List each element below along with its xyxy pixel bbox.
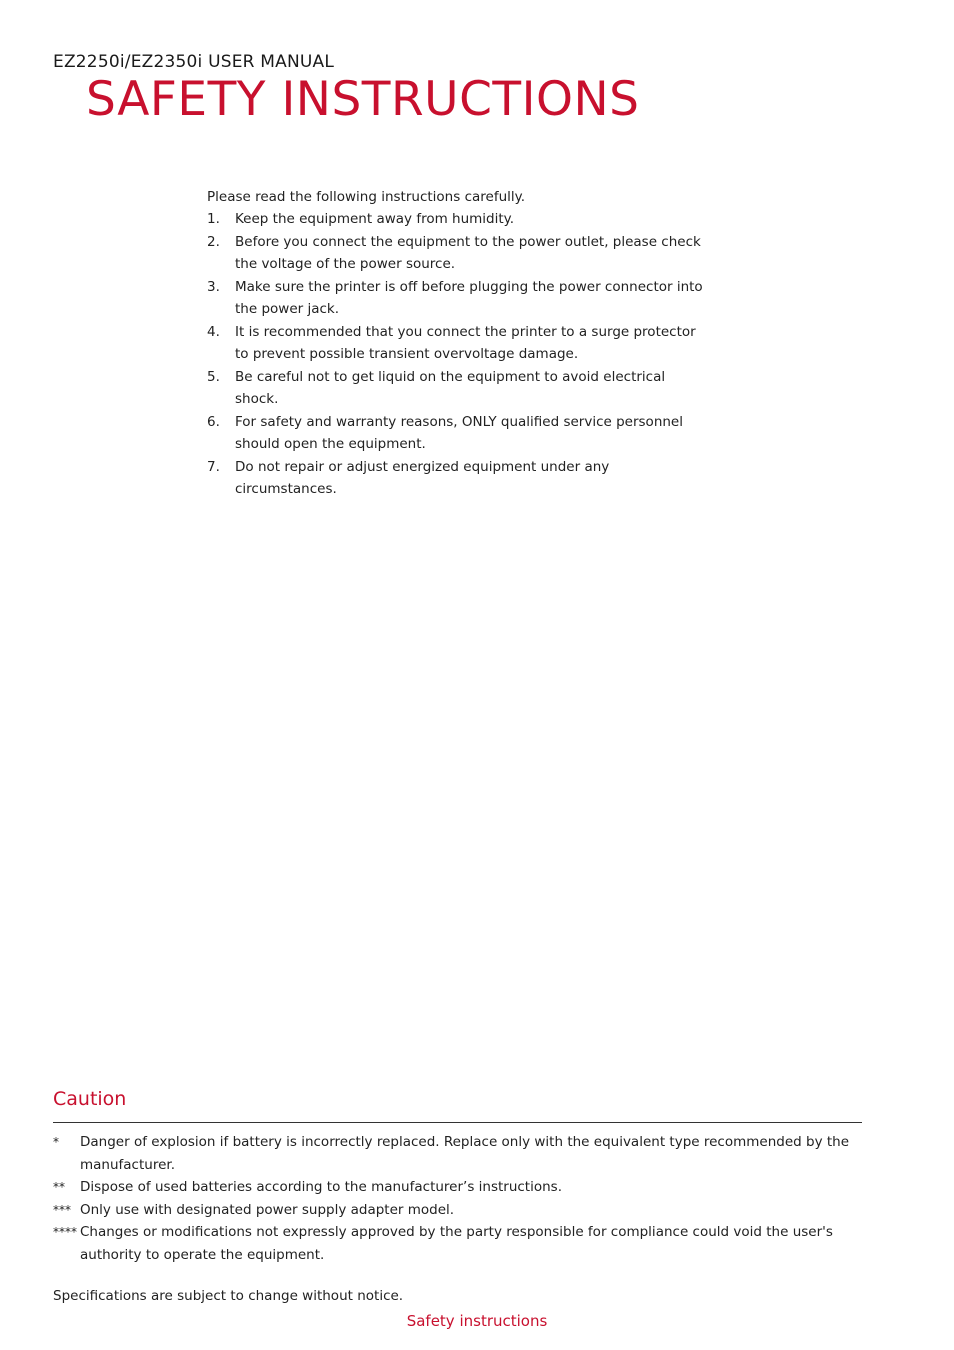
intro-text: Please read the following instructions carefully. [207,189,525,205]
list-item [207,411,707,456]
item-number: 7. [207,458,220,475]
item-number: 2. [207,233,220,250]
item-text: Before you connect the equipment to the power outlet, please check the voltage of the power source. [235,233,701,272]
note-text: Changes or modifications not expressly approved by the party responsible for compliance could void the user's authority to operate the equipment. [80,1224,833,1263]
caution-heading: Caution [53,1088,127,1110]
caution-note [53,1176,865,1199]
item-number: 5. [207,368,220,385]
item-text: Do not repair or adjust energized equipment under any circumstances. [235,458,610,497]
note-marker: ** [53,1180,65,1194]
note-marker: **** [53,1225,77,1239]
list-item [207,276,707,321]
note-marker: *** [53,1202,71,1217]
item-number: 3. [207,278,220,295]
caution-note [53,1199,865,1222]
caution-divider [53,1122,862,1123]
caution-note [53,1131,865,1176]
manual-title: EZ2250i/EZ2350i USER MANUAL [53,52,335,72]
note-text: Only use with designated power supply adapter model. [80,1201,455,1218]
note-marker: * [53,1135,59,1149]
item-text: Keep the equipment away from humidity. [235,211,515,227]
note-text: Dispose of used batteries according to the manufacturer’s instructions. [80,1179,562,1195]
item-number: 4. [207,323,220,340]
note-text: Danger of explosion if battery is incorrectly replaced. Replace only with the equivalent type recommended by the manufacturer. [80,1134,849,1173]
item-text: It is recommended that you connect the printer to a surge protector to prevent possible transient overvoltage damage. [235,323,696,362]
list-item [207,366,707,411]
safety-instructions-list [207,208,707,501]
item-number: 6. [207,413,220,430]
list-item [207,321,707,366]
list-item [207,456,707,501]
list-item [207,208,707,231]
item-number: 1. [207,211,220,227]
list-item [207,231,707,276]
item-text: Make sure the printer is off before plugging the power connector into the power jack. [235,278,703,317]
page-title: SAFETY INSTRUCTIONS [86,72,640,127]
item-text: For safety and warranty reasons, ONLY qualified service personnel should open the equipment. [235,413,683,452]
caution-notes-list [53,1131,865,1266]
footer-section-label: Safety instructions [406,1312,548,1330]
item-text: Be careful not to get liquid on the equipment to avoid electrical shock. [235,368,666,407]
specifications-note: Specifications are subject to change without notice. [53,1288,404,1304]
caution-note [53,1221,865,1266]
